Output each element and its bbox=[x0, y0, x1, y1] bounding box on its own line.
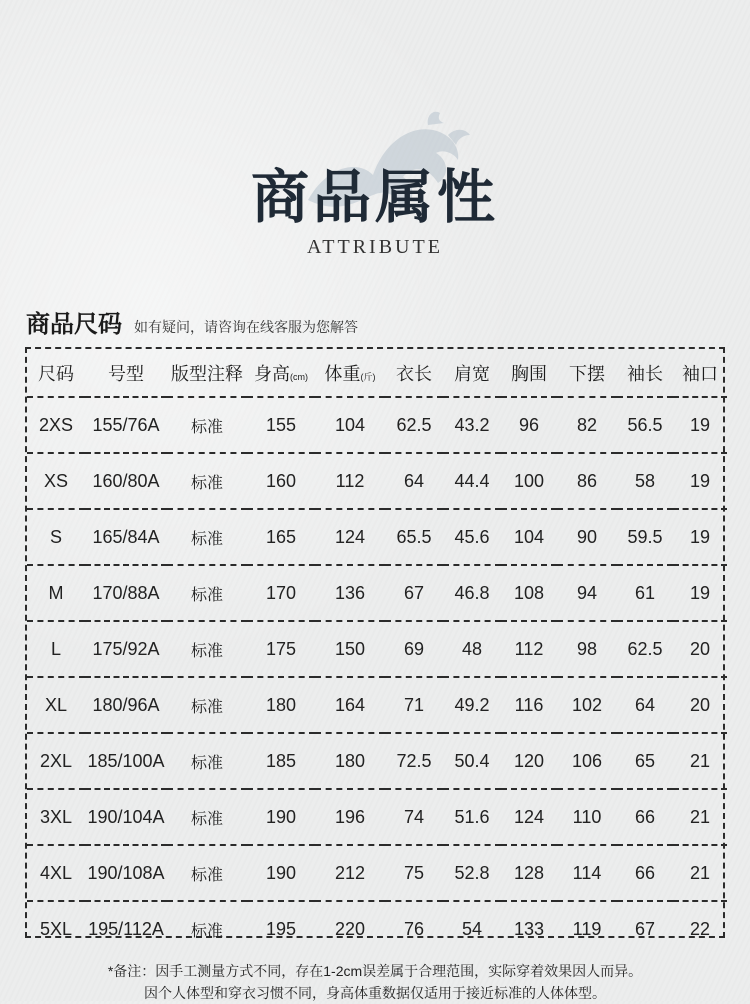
table-cell: 90 bbox=[557, 509, 617, 565]
table-row bbox=[27, 565, 727, 621]
table-cell: 212 bbox=[315, 845, 385, 901]
table-cell: 128 bbox=[501, 845, 557, 901]
table-cell: 170 bbox=[247, 565, 315, 621]
table-cell: 46.8 bbox=[443, 565, 501, 621]
table-cell: 190 bbox=[247, 789, 315, 845]
table-cell: 100 bbox=[501, 453, 557, 509]
column-header: 衣长 bbox=[385, 349, 443, 397]
table-cell: 67 bbox=[634, 918, 656, 939]
table-cell: 104 bbox=[501, 509, 557, 565]
table-cell: 5XL bbox=[39, 918, 73, 939]
table-cell: 标准 bbox=[167, 621, 247, 677]
table-cell: 19 bbox=[673, 397, 727, 453]
table-cell: 标准 bbox=[167, 565, 247, 621]
table-cell: 3XL bbox=[27, 789, 85, 845]
table-cell: 180/96A bbox=[85, 677, 167, 733]
footnote-line: *备注：因手工测量方式不同，存在1-2cm误差属于合理范围，实际穿着效果因人而异。 bbox=[107, 963, 643, 979]
table-cell: 220 bbox=[334, 918, 366, 939]
table-cell: 86 bbox=[557, 453, 617, 509]
table-cell: 82 bbox=[557, 397, 617, 453]
column-header: 袖长 bbox=[617, 349, 673, 397]
table-cell: 20 bbox=[673, 677, 727, 733]
table-cell: 48 bbox=[443, 621, 501, 677]
table-cell: 51.6 bbox=[443, 789, 501, 845]
table-cell: 19 bbox=[673, 509, 727, 565]
table-cell: 62.5 bbox=[617, 621, 673, 677]
table-cell: 133 bbox=[513, 918, 545, 939]
table-cell: 150 bbox=[315, 621, 385, 677]
table-cell: 19 bbox=[673, 565, 727, 621]
unit-label: (斤) bbox=[360, 371, 376, 382]
table-cell: 65.5 bbox=[385, 509, 443, 565]
table-cell: 59.5 bbox=[617, 509, 673, 565]
size-table-frame bbox=[25, 347, 725, 938]
table-cell: 19 bbox=[673, 453, 727, 509]
table-cell: 69 bbox=[385, 621, 443, 677]
column-header: 袖口 bbox=[673, 349, 727, 397]
table-header-row bbox=[27, 349, 727, 397]
table-cell: 20 bbox=[673, 621, 727, 677]
table-cell: 155/76A bbox=[85, 397, 167, 453]
table-cell: 94 bbox=[557, 565, 617, 621]
column-header: 号型 bbox=[85, 349, 167, 397]
table-cell: 62.5 bbox=[385, 397, 443, 453]
table-cell: 108 bbox=[501, 565, 557, 621]
table-cell: 106 bbox=[557, 733, 617, 789]
table-cell: 175 bbox=[247, 621, 315, 677]
table-cell: 190/108A bbox=[85, 845, 167, 901]
table-cell: 112 bbox=[501, 621, 557, 677]
column-header: 体重 bbox=[324, 363, 361, 384]
page-subtitle-en: ATTRIBUTE bbox=[307, 236, 443, 258]
table-row bbox=[27, 845, 727, 901]
table-cell: 112 bbox=[315, 453, 385, 509]
table-cell: 185 bbox=[247, 733, 315, 789]
table-cell: 2XS bbox=[27, 397, 85, 453]
footnote-line: 因个人体型和穿衣习惯不同，身高体重数据仅适用于接近标准的人体体型。 bbox=[144, 985, 606, 1001]
table-cell: 56.5 bbox=[617, 397, 673, 453]
table-row bbox=[27, 397, 727, 453]
table-cell: 标准 bbox=[167, 509, 247, 565]
table-cell: 119 bbox=[572, 918, 602, 939]
table-cell: 21 bbox=[673, 845, 727, 901]
table-cell: 136 bbox=[315, 565, 385, 621]
size-section-title: 商品尺码 bbox=[26, 310, 122, 338]
table-cell: 4XL bbox=[27, 845, 85, 901]
table-cell: 标准 bbox=[190, 922, 223, 940]
unit-label: (cm) bbox=[290, 371, 308, 382]
table-row bbox=[27, 677, 727, 733]
table-cell: 50.4 bbox=[443, 733, 501, 789]
table-cell: 98 bbox=[557, 621, 617, 677]
table-cell: 71 bbox=[385, 677, 443, 733]
table-cell: 44.4 bbox=[443, 453, 501, 509]
table-cell: 185/100A bbox=[85, 733, 167, 789]
table-cell: 61 bbox=[617, 565, 673, 621]
size-table-body bbox=[27, 397, 727, 956]
table-cell: 160 bbox=[247, 453, 315, 509]
table-cell: 标准 bbox=[167, 677, 247, 733]
table-cell: 164 bbox=[315, 677, 385, 733]
table-cell: L bbox=[27, 621, 85, 677]
column-header-height bbox=[247, 349, 315, 397]
table-cell: 124 bbox=[501, 789, 557, 845]
table-cell: 180 bbox=[315, 733, 385, 789]
table-cell: 66 bbox=[617, 789, 673, 845]
table-cell: 124 bbox=[315, 509, 385, 565]
column-header: 身高 bbox=[254, 363, 290, 384]
table-cell: 标准 bbox=[167, 453, 247, 509]
table-cell: 102 bbox=[557, 677, 617, 733]
table-cell: 180 bbox=[247, 677, 315, 733]
table-cell: 196 bbox=[315, 789, 385, 845]
table-cell: 66 bbox=[617, 845, 673, 901]
table-cell: XL bbox=[27, 677, 85, 733]
table-cell: 165 bbox=[247, 509, 315, 565]
column-header: 胸围 bbox=[501, 349, 557, 397]
table-cell: 74 bbox=[385, 789, 443, 845]
table-cell: 195 bbox=[265, 918, 297, 939]
table-cell: 21 bbox=[673, 733, 727, 789]
table-cell: 49.2 bbox=[443, 677, 501, 733]
table-cell: 175/92A bbox=[85, 621, 167, 677]
table-cell: 标准 bbox=[167, 397, 247, 453]
table-cell: 54 bbox=[461, 918, 483, 939]
table-cell: 标准 bbox=[167, 733, 247, 789]
table-cell: 165/84A bbox=[85, 509, 167, 565]
table-cell: 120 bbox=[501, 733, 557, 789]
page-title: 商品属性 bbox=[250, 163, 499, 231]
table-cell: 52.8 bbox=[443, 845, 501, 901]
table-cell: 155 bbox=[247, 397, 315, 453]
table-cell: 45.6 bbox=[443, 509, 501, 565]
column-header-weight bbox=[315, 349, 385, 397]
table-row bbox=[27, 901, 727, 956]
size-section-heading bbox=[26, 304, 358, 339]
table-cell: 76 bbox=[403, 918, 425, 939]
table-row bbox=[27, 453, 727, 509]
table-cell: 195/112A bbox=[88, 918, 164, 939]
table-cell: 170/88A bbox=[85, 565, 167, 621]
table-cell: M bbox=[27, 565, 85, 621]
table-cell: 114 bbox=[557, 845, 617, 901]
table-cell: 58 bbox=[617, 453, 673, 509]
table-cell: 190 bbox=[247, 845, 315, 901]
table-cell: 64 bbox=[385, 453, 443, 509]
footnote bbox=[0, 960, 750, 1004]
table-cell: 标准 bbox=[167, 845, 247, 901]
table-cell: 160/80A bbox=[85, 453, 167, 509]
table-cell: XS bbox=[27, 453, 85, 509]
table-cell: 190/104A bbox=[85, 789, 167, 845]
table-row bbox=[27, 621, 727, 677]
table-row bbox=[27, 733, 727, 789]
table-cell: 64 bbox=[617, 677, 673, 733]
table-cell: 104 bbox=[315, 397, 385, 453]
table-cell: 43.2 bbox=[443, 397, 501, 453]
size-section-subtitle: 如有疑问，请咨询在线客服为您解答 bbox=[134, 319, 358, 335]
table-cell: 21 bbox=[673, 789, 727, 845]
table-cell: 标准 bbox=[167, 789, 247, 845]
column-header: 下摆 bbox=[557, 349, 617, 397]
table-row bbox=[27, 509, 727, 565]
table-cell: 116 bbox=[501, 677, 557, 733]
size-table bbox=[27, 349, 727, 956]
table-cell: S bbox=[27, 509, 85, 565]
table-cell: 96 bbox=[501, 397, 557, 453]
column-header: 版型注释 bbox=[167, 349, 247, 397]
table-cell: 67 bbox=[385, 565, 443, 621]
table-cell: 2XL bbox=[27, 733, 85, 789]
table-cell: 22 bbox=[689, 918, 711, 939]
table-cell: 65 bbox=[617, 733, 673, 789]
table-cell: 72.5 bbox=[385, 733, 443, 789]
table-row bbox=[27, 789, 727, 845]
table-cell: 75 bbox=[385, 845, 443, 901]
table-cell: 110 bbox=[557, 789, 617, 845]
column-header: 肩宽 bbox=[443, 349, 501, 397]
column-header: 尺码 bbox=[27, 349, 85, 397]
